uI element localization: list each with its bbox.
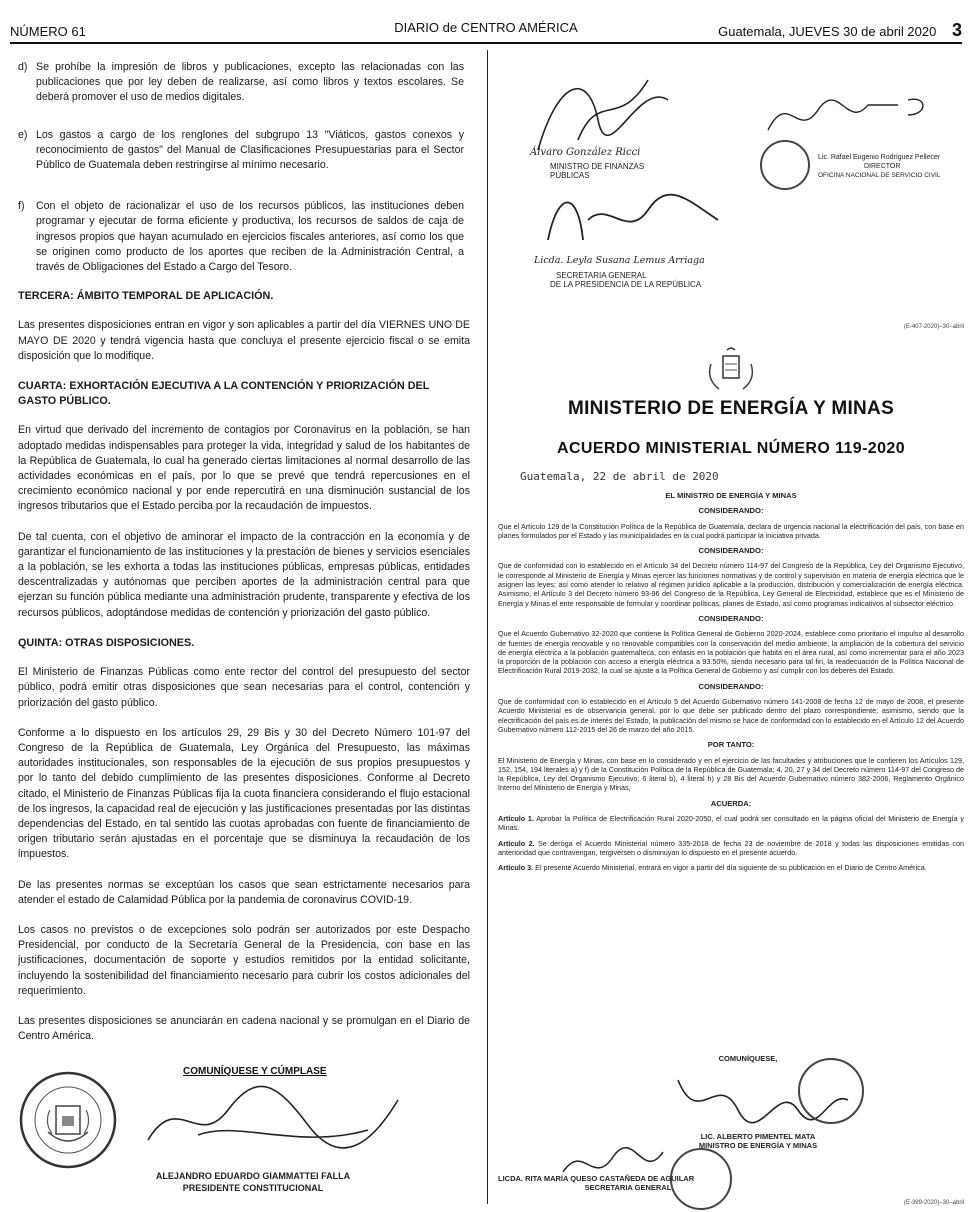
- reference-code-2: (E-399-2020)–30–abril: [903, 1200, 964, 1206]
- paragraph: El Ministerio de Energía y Minas, con base en lo considerado y en el ejercicio de las facultades y atribuciones que le confieren los Artículos 129, 152, 154, 194 literales a) y f) de la Constitución Política de la República de Guatemala; 4, 20, 27 y 34 del Decreto número 114-97 del Congreso de la República, Ley del Organismo Ejecutivo; 6 literal b), 4 literal h) y 28 Bis del Acuerdo Gubernativo número 382-2006, Reglamento Orgánico Interno del Ministerio de Energía y Minas,: [498, 755, 964, 793]
- issue-date: Guatemala, JUEVES 30 de abril 2020: [718, 24, 937, 39]
- article-label: Artículo 2.: [498, 838, 535, 848]
- article-label: Artículo 1.: [498, 814, 534, 824]
- section-title-tercera: TERCERA: ÁMBITO TEMPORAL DE APLICACIÓN.: [18, 290, 274, 303]
- item-text: Los gastos a cargo de los renglones del subgrupo 13 "Viáticos, gastos conexos y reconocimiento de gastos" del Manual de Clasificaciones Presupuestarias para el Sector Público de Guatemala deben restringirse al mínimo necesario.: [36, 128, 464, 172]
- article-3: [498, 863, 964, 872]
- item-text: Con el objeto de racionalizar el uso de los recursos públicos, las instituciones deben programar y ejecutar de forma eficiente y productiva, los recursos de saldos de caja de ingresos propios que hayan acumulado en ejercicios fiscales anteriores, así como los que se originen como producto de los aportes que reciben de la Administración Central, a través de Obligaciones del Estado a Cargo del Tesoro.: [36, 200, 464, 274]
- considerando-heading: CONSIDERANDO:: [698, 681, 764, 691]
- article-text: Aprobar la Política de Electrificación Rural 2020-2050, el cual podrá ser consultado en la página oficial del Ministerio de Energía y Minas.: [498, 814, 964, 833]
- list-item: [18, 199, 470, 275]
- sig2-office: OFICINA NACIONAL DE SERVICIO CIVIL: [818, 172, 941, 179]
- president-title: PRESIDENTE CONSTITUCIONAL: [182, 1183, 324, 1193]
- considerando-heading: CONSIDERANDO:: [698, 613, 764, 623]
- secretary-name: LICDA. RITA MARÍA QUESO CASTAÑEDA DE AGUILAR: [498, 1174, 695, 1183]
- paragraph: Conforme a lo dispuesto en los artículos 29, 29 Bis y 30 del Decreto Número 101-97 del Congreso de la República de Guatemala, Ley Orgánica del Presupuesto, las máximas autoridades institucionales, son responsables de la ejecución de sus propios presupuestos y por lo tanto del debido cumplimiento de las presentes disposiciones. Conforme al Decreto citado, el Ministerio de Finanzas Públicas fija la cuota financiera considerando el flujo estacional de los ingresos, la capacidad real de ejecución y las justificaciones presentadas por las distintas dependencias del Estado, en tal sentido las cuotas aprobadas con fuente de financiamiento de origen tributario serán ajustadas en el porcentaje que se disminuya la recaudación de los impuestos.: [18, 726, 470, 861]
- considerando-heading: CONSIDERANDO:: [698, 506, 764, 516]
- issue-number: NÚMERO 61: [10, 24, 86, 39]
- acuerdo-title: ACUERDO MINISTERIAL NÚMERO 119-2020: [557, 440, 905, 457]
- item-letter: d): [18, 61, 28, 73]
- section-title-cuarta: CUARTA: EXHORTACIÓN EJECUTIVA A LA CONTENCIÓN Y PRIORIZACIÓN DEL GASTO PÚBLICO.: [18, 380, 430, 408]
- sig3-name: Licda. Leyla Susana Lemus Arriaga: [534, 255, 705, 266]
- article-text: El presente Acuerdo Ministerial, entrará en vigor a partir del día siguiente de su publicación en el Diario de Centro América.: [535, 863, 927, 873]
- item-letter: e): [18, 128, 28, 141]
- sig3-title: SECRETARIA GENERAL: [556, 271, 647, 280]
- ministry-title: MINISTERIO DE ENERGÍA Y MINAS: [567, 398, 895, 419]
- paragraph: El Ministerio de Finanzas Públicas como ente rector del control del presupuesto del sector público, podrá emitir otras disposiciones que sean necesarias para el control, contención y priorización del gasto público.: [18, 666, 470, 709]
- page-header: [10, 20, 962, 40]
- acuerdo-date: Guatemala, 22 de abril de 2020: [520, 470, 719, 483]
- ministry-signature-block: [498, 1050, 964, 1210]
- paragraph: Las presentes disposiciones entran en vigor y son aplicables a partir del día VIERNES UNO DE MAYO DE 2020 y tendrá vigencia hasta que concluya el presente ejercicio fiscal o se emita disposición que lo modifique.: [18, 319, 470, 362]
- section-title-quinta: QUINTA: OTRAS DISPOSICIONES.: [18, 636, 195, 649]
- civil-service-stamp: [760, 140, 810, 190]
- presidency-seal: [18, 1070, 118, 1170]
- header-rule: [10, 42, 962, 44]
- paragraph: Las presentes disposiciones se anunciarán en cadena nacional y se promulgan en el Diario de Centro América.: [18, 1014, 470, 1043]
- secretary-title: SECRETARIA GENERAL: [584, 1183, 672, 1192]
- paragraph: Que el Artículo 129 de la Constitución Política de la República de Guatemala, declara de urgencia nacional la electrificación del país, con base en planes formulados por el Estado y las municipalidades en la cual podrá participar la iniciativa privada.: [498, 521, 964, 540]
- finance-minister-signature: [518, 60, 718, 160]
- left-column: [18, 60, 470, 1059]
- presidential-signature-block: [18, 1060, 470, 1205]
- paragraph: Que de conformidad con lo establecido en el Artículo 34 del Decreto número 114-97 del Congreso de la República, Ley del Organismo Ejecutivo, le corresponde al Ministerio de Energía y Minas ejercer las funciones normativas y de control y supervisión en materia de energía eléctrica que le asignen las leyes; así como atender lo relativo al régimen jurídico aplicable a la producción, distribución y comercialización de energía eléctrica. Asimismo, el Artículo 3 del Decreto número 93-96 del Congreso de la República, Ley General de Electricidad, establece que es el Ministerio de Energía y Minas el ente responsable de formular y coordinar políticas, planes de Estado, así como programas indicativos al subsector eléctrico.: [498, 561, 964, 608]
- minister-title: MINISTRO DE ENERGÍA Y MINAS: [698, 1141, 818, 1150]
- acuerda-heading: ACUERDA:: [710, 798, 752, 808]
- sig1-name: Álvaro González Ricci: [530, 147, 641, 158]
- article-1: [498, 814, 964, 833]
- paragraph: Que de conformidad con lo establecido en el Artículo 5 del Acuerdo Gubernativo número 141-2008 de fecha 12 de mayo de 2008, el presente Acuerdo Ministerial es de observancia general, por lo que debe ser publicado dentro del plazo correspondiente; asimismo, siendo que la electrificación del país es de interés del Estado, la publicación del mismo se hace de conformidad con lo establecido en el Artículo 12 del Acuerdo Gubernativo número 112-2015 del 26 de marzo del año 2015.: [498, 697, 964, 734]
- sig2-title: DIRECTOR: [864, 163, 901, 170]
- sig2-name: Lic. Rafael Eugenio Rodríguez Pellecer: [818, 154, 941, 161]
- article-2: [498, 839, 964, 858]
- president-signature: [138, 1080, 438, 1160]
- column-divider: [487, 50, 488, 1204]
- comuniquese-label-2: COMUNÍQUESE,: [718, 1054, 778, 1063]
- paragraph: De las presentes normas se exceptúan los casos que sean estrictamente necesarios para atender el estado de Calamidad Pública por la pandemia de coronavirus COVID-19.: [18, 878, 470, 906]
- acuerdo-body: [498, 491, 964, 873]
- list-item: [18, 128, 470, 174]
- page-number: 3: [951, 20, 962, 40]
- sig1-title: MINISTRO DE FINANZAS PÚBLICAS: [550, 162, 645, 180]
- item-text: Se prohíbe la impresión de libros y publicaciones, excepto las relacionadas con las publicaciones que por ley deben de realizarse, así como libros y textos escolares. Se deberá promover el uso de medios digitales.: [36, 61, 464, 104]
- article-label: Artículo 3.: [498, 863, 534, 873]
- reference-code: (E-407-2020)–30–abril: [903, 324, 964, 330]
- paragraph: Los casos no previstos o de excepciones solo podrán ser autorizados por este Despacho Presidencial, por conducto de la Secretaría General de la Presidencia, con base en las justificaciones, documentación de soporte y estudios remitidos por la entidad solicitante, incluyendo la sostenibilidad del financiamiento necesario para cubrir los costos adicionales del requerimiento.: [18, 923, 470, 997]
- paragraph: Que el Acuerdo Gubernativo 32-2020 que contiene la Política General de Gobierno 2020-2024, establece como prioritario el impulso al desarrollo de fuentes de energía renovable y no renovable compatibles con la conservación del medio ambiente, la ampliación de la cobertura del servicio de energía eléctrica a la población guatemalteca, con énfasis en la población que habita en el área rural, así como incrementar para el año 2023 la proporción de la población con acceso a energía eléctrica a 93.50%, siendo necesario para tal fin, la readecuación de la Política Nacional de Electrificación Rural 2019-2032, la cual se ajuste a la Política General de Gobierno y así cumplir con los deberes del Estado.: [498, 629, 964, 676]
- por-tanto-heading: POR TANTO:: [707, 740, 755, 750]
- right-column: [498, 50, 964, 879]
- ministry-stamp: [798, 1058, 864, 1124]
- comuniquese-label: COMUNÍQUESE Y CÚMPLASE: [183, 1066, 327, 1077]
- secretary-general-signature: [538, 180, 738, 260]
- article-text: Se deroga el Acuerdo Ministerial número 335-2018 de fecha 23 de noviembre de 2018 y todas las disposiciones emitidas con anterioridad que contravengan, tergiversen o disminuyan lo dispuesto en el presente acuerdo.: [498, 838, 964, 857]
- considerando-heading: CONSIDERANDO:: [698, 546, 764, 556]
- paragraph: En virtud que derivado del incremento de contagios por Coronavirus en la población, se han adoptado medidas indispensables para proteger la vida, integridad y salud de los habitantes de la República de Guatemala, lo cual ha generado ciertas limitaciones al normal desarrollo de las actividades económicas en el país, por lo que se prevé que tendrá repercusiones en el crecimiento económico nacional y por ende repercutirá en una disminución sustancial de los ingresos tributarios que el Estado perciba por la recaudación de impuestos.: [18, 424, 470, 513]
- header-right: [718, 20, 962, 41]
- coat-of-arms-icon: [701, 344, 761, 394]
- el-ministro-heading: EL MINISTRO DE ENERGÍA Y MINAS: [665, 491, 797, 500]
- president-name: ALEJANDRO EDUARDO GIAMMATTEI FALLA: [155, 1171, 351, 1181]
- minister-name: LIC. ALBERTO PIMENTEL MATA: [700, 1132, 816, 1141]
- item-letter: f): [18, 200, 25, 213]
- list-item: [18, 60, 470, 106]
- signature-block-top: [498, 50, 964, 330]
- paragraph: De tal cuenta, con el objetivo de aminorar el impacto de la contracción en la economía y de garantizar el funcionamiento de las instituciones y la prestación de bienes y servicios esenciales a la población, se les exhorta a todas las instituciones públicas, empresas públicas, entidades descentralizadas y autónomas que perciben aportes de la administración central para que ejerzan su función pública mediante una administración prudente, transparente y efectiva de los recursos públicos, adoptándose medidas de contención y priorización del gasto público.: [18, 530, 470, 619]
- sig3-office: DE LA PRESIDENCIA DE LA REPÚBLICA: [550, 280, 702, 289]
- newspaper-title: DIARIO de CENTRO AMÉRICA: [394, 20, 578, 35]
